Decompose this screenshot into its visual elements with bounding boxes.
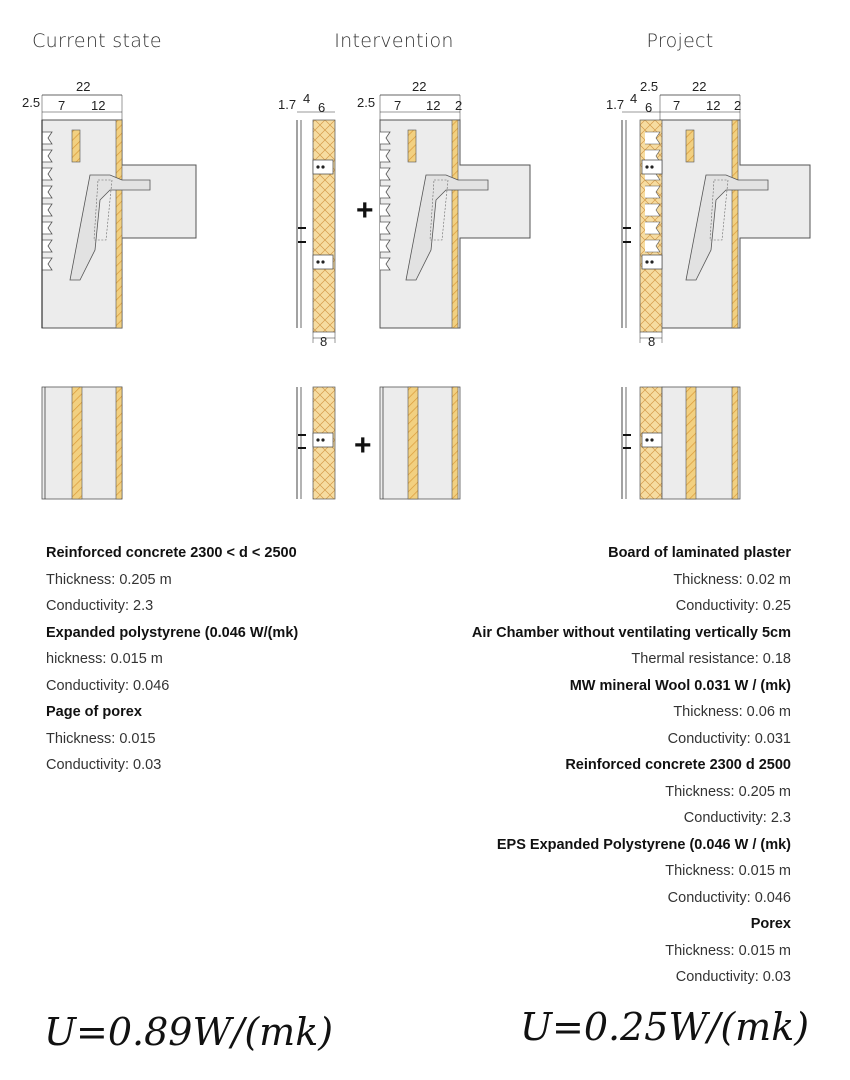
dim-current-b: 7 xyxy=(58,98,66,113)
dim-intervention-right-b: 7 xyxy=(394,98,402,113)
material-property: Conductivity: 0.046 xyxy=(46,677,170,694)
dim-intervention-b: 4 xyxy=(303,91,311,106)
dim-project-top: 2.5 xyxy=(640,79,659,94)
dim-project-a: 1.7 xyxy=(606,97,625,112)
title-project: Project xyxy=(646,30,714,52)
dim-project-total: 22 xyxy=(692,79,707,94)
material-property: Conductivity: 0.046 xyxy=(667,889,791,906)
current-materials-list xyxy=(46,540,298,779)
material-name: EPS Expanded Polystyrene (0.046 W / (mk) xyxy=(496,836,791,853)
dim-current-total: 22 xyxy=(76,79,91,94)
material-property: Conductivity: 2.3 xyxy=(46,598,154,614)
plus-sign-bottom: + xyxy=(354,429,372,462)
dim-intervention-c: 6 xyxy=(318,100,326,115)
material-property: Thickness: 0.205 m xyxy=(46,571,172,588)
material-name: MW mineral Wool 0.031 W / (mk) xyxy=(569,677,791,694)
material-property: Conductivity: 0.25 xyxy=(675,598,791,614)
dim-project-f: 2 xyxy=(734,98,742,113)
u-value-current: U=0.89W/(mk) xyxy=(44,1010,334,1054)
dim-project-c: 6 xyxy=(645,100,653,115)
material-name: Board of laminated plaster xyxy=(608,545,791,561)
wall-section-diagrams xyxy=(0,0,850,520)
material-property: Thickness: 0.015 m xyxy=(665,942,791,959)
project-materials-list xyxy=(472,540,791,991)
dim-project-d: 7 xyxy=(673,98,681,113)
material-name: Page of porex xyxy=(46,704,142,720)
title-current-state: Current state xyxy=(32,30,162,52)
dim-current-a: 2.5 xyxy=(22,95,41,110)
material-property: Thickness: 0.015 m xyxy=(665,863,791,879)
current-section-bottom xyxy=(42,387,122,499)
dim-project-b: 4 xyxy=(630,91,638,106)
dim-current-c: 12 xyxy=(91,98,106,113)
project-section-bottom xyxy=(622,387,740,499)
plus-sign-top: + xyxy=(356,194,374,227)
intervention-existing-bottom xyxy=(380,387,460,499)
u-value-project: U=0.25W/(mk) xyxy=(520,1005,810,1049)
current-section-top xyxy=(22,79,196,328)
material-name: Expanded polystyrene (0.046 W/(mk) xyxy=(46,624,299,641)
material-property: Thermal resistance: 0.18 xyxy=(631,651,791,667)
material-name: Air Chamber without ventilating vertically 5cm xyxy=(471,624,791,641)
intervention-new-layers-top xyxy=(278,91,335,349)
dim-intervention-right-total: 22 xyxy=(412,79,427,94)
material-property: Conductivity: 0.03 xyxy=(675,969,791,985)
title-intervention: Intervention xyxy=(334,30,454,52)
material-property: hickness: 0.015 m xyxy=(46,651,163,667)
material-property: Thickness: 0.015 xyxy=(46,730,156,747)
dim-intervention-right-a: 2.5 xyxy=(357,95,376,110)
material-property: Thickness: 0.205 m xyxy=(665,783,791,800)
dim-intervention-right-d: 2 xyxy=(455,98,463,113)
material-property: Thickness: 0.02 m xyxy=(673,571,791,588)
dim-project-e: 12 xyxy=(706,98,721,113)
material-name: Reinforced concrete 2300 < d < 2500 xyxy=(46,545,297,561)
project-section-top xyxy=(606,79,810,349)
dim-intervention-right-c: 12 xyxy=(426,98,441,113)
material-property: Conductivity: 0.031 xyxy=(667,730,791,747)
material-name: Reinforced concrete 2300 d 2500 xyxy=(565,757,791,773)
material-property: Conductivity: 0.03 xyxy=(46,757,162,773)
material-property: Thickness: 0.06 m xyxy=(673,704,791,720)
material-name: Porex xyxy=(750,916,791,932)
dim-intervention-a: 1.7 xyxy=(278,97,297,112)
dim-intervention-bottom: 8 xyxy=(320,334,328,349)
intervention-new-layers-bottom xyxy=(297,387,335,499)
material-property: Conductivity: 2.3 xyxy=(683,810,791,826)
intervention-existing-top xyxy=(357,79,530,328)
dim-project-bottom: 8 xyxy=(648,334,656,349)
